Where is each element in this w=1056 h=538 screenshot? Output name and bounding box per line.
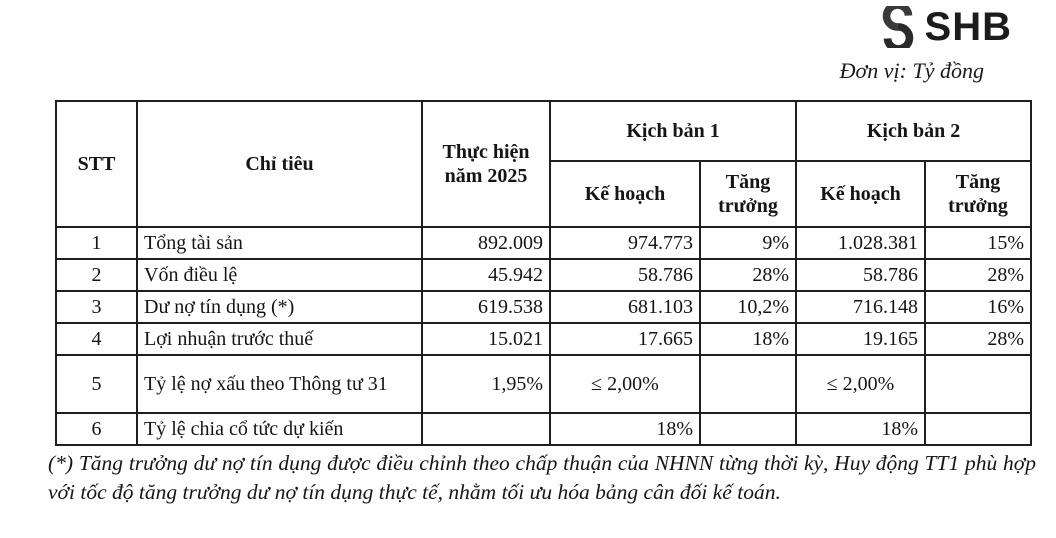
- header-thuc-hien-2025: Thực hiện năm 2025: [422, 101, 550, 227]
- cell-kb1-ke-hoach: 18%: [550, 413, 700, 445]
- cell-chi-tieu: Tổng tài sản: [137, 227, 422, 259]
- cell-kb2-tang-truong: 16%: [925, 291, 1031, 323]
- cell-chi-tieu: Tỷ lệ nợ xấu theo Thông tư 31: [137, 355, 422, 413]
- footnote-text: (*) Tăng trưởng dư nợ tín dụng được điều chỉnh theo chấp thuận của NHNN từng thời kỳ, Huy động TT1 phù hợp với tốc độ tăng trưởng dư nợ tín dụng thực tế, nhằm tối ưu hóa bảng cân đối kế toán.: [48, 451, 1036, 504]
- cell-thuc-hien: 1,95%: [422, 355, 550, 413]
- cell-chi-tieu: Vốn điều lệ: [137, 259, 422, 291]
- cell-stt: 6: [56, 413, 137, 445]
- shb-logo-text: SHB: [924, 5, 1012, 49]
- header-chi-tieu: Chỉ tiêu: [137, 101, 422, 227]
- cell-kb1-ke-hoach: 974.773: [550, 227, 700, 259]
- cell-kb2-tang-truong: 28%: [925, 323, 1031, 355]
- unit-label: Đơn vị: Tỷ đồng: [839, 58, 984, 83]
- cell-thuc-hien: 45.942: [422, 259, 550, 291]
- cell-kb2-tang-truong: [925, 355, 1031, 413]
- cell-kb1-tang-truong: [700, 413, 796, 445]
- cell-stt: 2: [56, 259, 137, 291]
- table-row-tong-tai-san: [56, 227, 1031, 259]
- cell-stt: 1: [56, 227, 137, 259]
- cell-kb1-tang-truong: 18%: [700, 323, 796, 355]
- cell-kb2-ke-hoach: 58.786: [796, 259, 925, 291]
- header-kich-ban-2: Kịch bản 2: [796, 101, 1031, 161]
- cell-kb1-tang-truong: 28%: [700, 259, 796, 291]
- table-row-von-dieu-le: [56, 259, 1031, 291]
- header-kb1-tang-truong: Tăng trưởng: [700, 161, 796, 227]
- cell-thuc-hien: 15.021: [422, 323, 550, 355]
- cell-kb2-tang-truong: 28%: [925, 259, 1031, 291]
- header-stt: STT: [56, 101, 137, 227]
- cell-kb1-ke-hoach: 58.786: [550, 259, 700, 291]
- cell-thuc-hien: 619.538: [422, 291, 550, 323]
- cell-kb2-ke-hoach: 1.028.381: [796, 227, 925, 259]
- cell-stt: 4: [56, 323, 137, 355]
- cell-kb2-ke-hoach: 19.165: [796, 323, 925, 355]
- cell-kb2-ke-hoach: 18%: [796, 413, 925, 445]
- cell-thuc-hien: [422, 413, 550, 445]
- cell-kb2-tang-truong: [925, 413, 1031, 445]
- cell-chi-tieu: Lợi nhuận trước thuế: [137, 323, 422, 355]
- cell-kb1-tang-truong: [700, 355, 796, 413]
- cell-kb2-ke-hoach: 716.148: [796, 291, 925, 323]
- cell-stt: 5: [56, 355, 137, 413]
- cell-kb1-tang-truong: 9%: [700, 227, 796, 259]
- header-kb1-ke-hoach: Kế hoạch: [550, 161, 700, 227]
- table-row-ty-le-no-xau: [56, 355, 1031, 413]
- cell-kb1-ke-hoach: 681.103: [550, 291, 700, 323]
- shb-logo-icon: [877, 6, 919, 48]
- cell-kb1-tang-truong: 10,2%: [700, 291, 796, 323]
- header-kb2-tang-truong: Tăng trưởng: [925, 161, 1031, 227]
- shb-logo: [877, 6, 1012, 48]
- table-row-du-no-tin-dung: [56, 291, 1031, 323]
- table-row-ty-le-chia-co-tuc: [56, 413, 1031, 445]
- cell-stt: 3: [56, 291, 137, 323]
- header-kb2-ke-hoach: Kế hoạch: [796, 161, 925, 227]
- header-kich-ban-1: Kịch bản 1: [550, 101, 796, 161]
- cell-kb2-ke-hoach: ≤ 2,00%: [796, 355, 925, 413]
- cell-kb1-ke-hoach: ≤ 2,00%: [550, 355, 700, 413]
- cell-chi-tieu: Dư nợ tín dụng (*): [137, 291, 422, 323]
- cell-kb2-tang-truong: 15%: [925, 227, 1031, 259]
- cell-kb1-ke-hoach: 17.665: [550, 323, 700, 355]
- cell-chi-tieu: Tỷ lệ chia cổ tức dự kiến: [137, 413, 422, 445]
- table-row-loi-nhuan-truoc-thue: [56, 323, 1031, 355]
- financial-plan-table: [55, 100, 1032, 446]
- cell-thuc-hien: 892.009: [422, 227, 550, 259]
